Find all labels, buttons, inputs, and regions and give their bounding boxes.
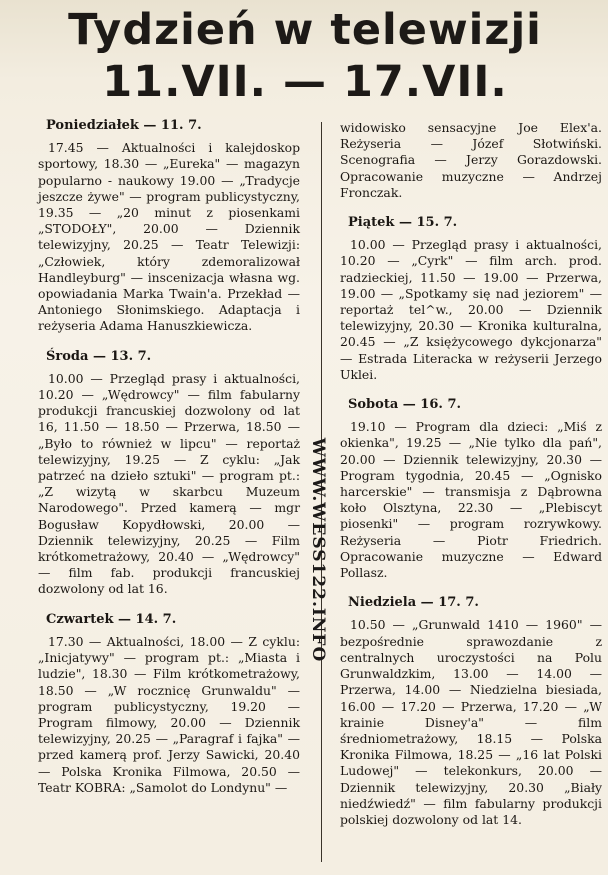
day-heading-saturday: Sobota — 16. 7.: [348, 397, 462, 413]
day-heading-monday: Poniedziałek — 11. 7.: [46, 118, 202, 133]
schedule-thursday: 17.30 — Aktualności, 18.00 — Z cyklu: „Inicjatywy" — program pt.: „Miasta i ludzie", 18.30 — Film krótkometrażowy, 18.50 — „W rocznicę Grunwaldu" — program publicystyczny, 19.20 — Program filmowy, 20.00 — Dziennik telewizyjny, 20.25 — „Paragraf i fajka" — przed kamerą prof. Jerzy Sawicki, 20.40 — Polska Kronika Filmowa, 20.50 — Teatr KOBRA: „Samolot do Londynu" —: [38, 633, 300, 795]
day-heading-friday: Piątek — 15. 7.: [348, 215, 458, 231]
schedule-sunday: 10.50 — „Grunwald 1410 — 1960" — bezpośrednie sprawozdanie z centralnych uroczystości na Polu Grunwaldzkim, 13.00 — 14.00 — Przerwa, 14.00 — Niedzielna biesiada, 16.00 — 17.20 — Przerwa, 17.20 — „W krainie Disney'a" — film średniometrażowy, 18.15 — Polska Kronika Filmowa, 18.25 — „16 lat Polski Ludowej" — telekonkurs, 20.00 — Dziennik telewizyjny, 20.30 „Biały niedźwiedź" — film fabularny produkcji polskiej dozwolony od lat 14.: [340, 617, 602, 827]
schedule-wednesday: 10.00 — Przegląd prasy i aktualności, 10.20 — „Wędrowcy" — film fabularny produkcji francuskiej dozwolony od lat 16, 11.50 — 18.50 — Przerwa, 18.50 — „Było to również w lipcu" — reportaż telewizyjny, 19.25 — Z cyklu: „Jak patrzeć na dzieło sztuki" — program pt.: „Z wizytą w skarbcu Muzeum Narodowego". Przed kamerą — mgr Bogusław Kopydłowski, 20.00 — Dziennik telewizyjny, 20.25 — Film krótkometrażowy, 20.40 — „Wędrowcy" — film fab. produkcji francuskiej dozwolony od lat 16.: [38, 370, 300, 597]
day-heading-sunday: Niedziela — 17. 7.: [348, 595, 479, 611]
schedule-thursday-continued: widowisko sensacyjne Joe Elex'a. Reżyseria — Józef Słotwiński. Scenografia — Jerzy Gorazdowski. Opracowanie muzyczne — Andrzej Fronczak.: [340, 120, 602, 200]
schedule-saturday: 19.10 — Program dla dzieci: „Miś z okienka", 19.25 — „Nie tylko dla pań", 20.00 — Dziennik telewizyjny, 20.30 — Program tygodnia, 20.45 — „Ognisko harcerskie" — transmisja z Dąbrowna koło Olsztyna, 22.30 — „Plebiscyt piosenki" — program rozrywkowy. Reżyseria — Piotr Friedrich. Opracowanie muzyczne — Edward Pollasz.: [340, 419, 602, 581]
date-range: 11.VII. — 17.VII.: [102, 57, 508, 107]
watermark-text: WWW.WESS122.INFO: [308, 437, 328, 663]
day-heading-wednesday: Środa — 13. 7.: [46, 348, 152, 364]
page-title: Tydzień w telewizji: [68, 5, 542, 55]
schedule-monday: 17.45 — Aktualności i kalejdoskop sportowy, 18.30 — „Eureka" — magazyn popularno - naukowy 19.00 — „Tradycje jeszcze żywe" — program publicystyczny, 19.35 — „20 minut z piosenkami „STODOŁY", 20.00 — Dziennik telewizyjny, 20.25 — Teatr Telewizji: „Człowiek, który zdemoralizował Handleyburg" — inscenizacja własna wg. opowiadania Marka Twain'a. Przekład — Antoniego Słonimskiego. Adaptacja i reżyseria Adama Hanuszkiewicza.: [38, 140, 300, 334]
day-heading-thursday: Czwartek — 14. 7.: [46, 611, 177, 627]
watermark: [303, 437, 333, 663]
right-column: [340, 120, 602, 842]
schedule-friday: 10.00 — Przegląd prasy i aktualności, 10.20 — „Cyrk" — film arch. prod. radzieckiej, 11.50 — 19.00 — Przerwa, 19.00 — „Spotkamy się nad jeziorem" — reportaż tel^w., 20.00 — Dziennik telewizyjny, 20.30 — Kronika kulturalna, 20.45 — „Z księżycowego dykcjonarza" — Estrada Literacka w reżyserii Jerzego Uklei.: [340, 237, 602, 382]
left-column: [38, 118, 300, 810]
header: [0, 0, 608, 112]
